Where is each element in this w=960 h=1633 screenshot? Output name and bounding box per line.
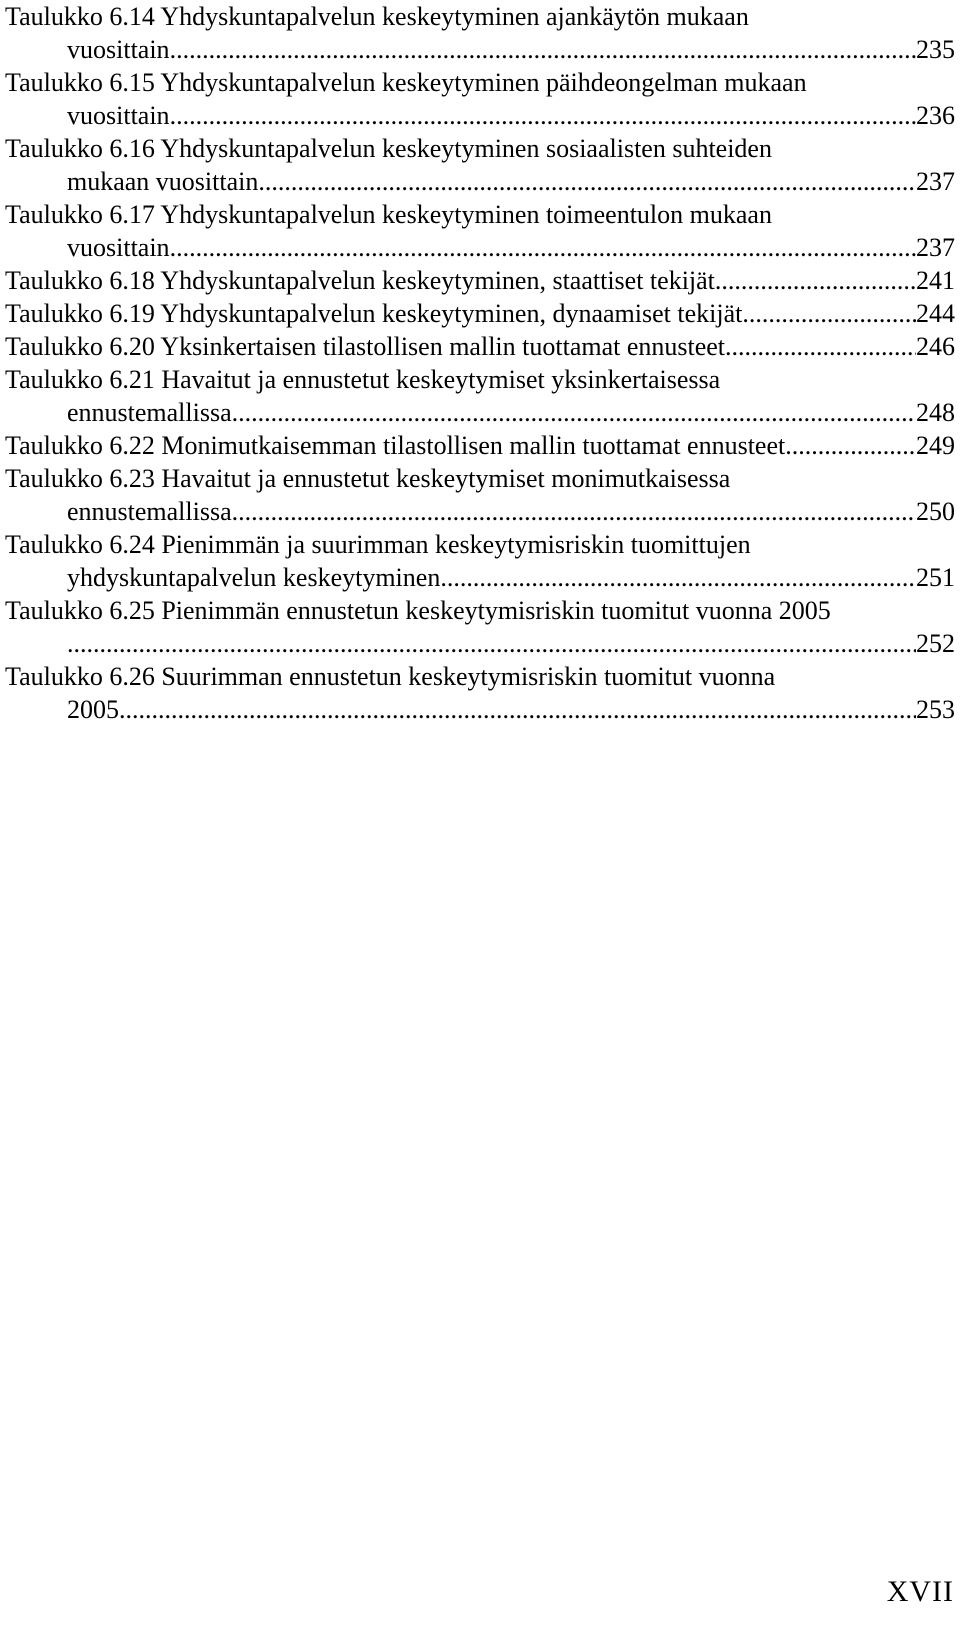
dot-leader <box>170 99 916 132</box>
toc-entry-6-22[interactable] <box>5 429 955 462</box>
toc-entry-title-continued: vuosittain <box>67 101 170 130</box>
toc-entry-6-15[interactable] <box>5 66 955 132</box>
toc-entry-title-continued: vuosittain <box>67 233 170 262</box>
dot-leader <box>258 165 916 198</box>
toc-entry-title: Taulukko 6.17 Yhdyskuntapalvelun keskeytyminen toimeentulon mukaan <box>5 200 772 229</box>
toc-page-number: 235 <box>916 35 955 64</box>
toc-entry-6-17[interactable] <box>5 198 955 264</box>
toc-entry-title-continued: yhdyskuntapalvelun keskeytyminen <box>67 563 441 592</box>
dot-leader <box>232 495 916 528</box>
dot-leader <box>119 693 916 726</box>
toc-entry-title-continued: mukaan vuosittain <box>67 167 259 196</box>
toc-entry-title-continued: vuosittain <box>67 35 170 64</box>
toc-page-number: 249 <box>916 431 955 460</box>
toc-page-number: 250 <box>916 497 955 526</box>
toc-entry-title: Taulukko 6.23 Havaitut ja ennustetut keskeytymiset monimutkaisessa <box>5 464 731 493</box>
toc-entry-6-18[interactable] <box>5 264 955 297</box>
toc-entry-title: Taulukko 6.20 Yksinkertaisen tilastollisen mallin tuottamat ennusteet <box>5 332 726 361</box>
toc-page-number: 237 <box>916 233 955 262</box>
toc-entry-title: Taulukko 6.21 Havaitut ja ennustetut keskeytymiset yksinkertaisessa <box>5 365 721 394</box>
toc-entry-6-16[interactable] <box>5 132 955 198</box>
toc-entry-title: Taulukko 6.18 Yhdyskuntapalvelun keskeytyminen, staattiset tekijät <box>5 266 715 295</box>
toc-entry-title: Taulukko 6.16 Yhdyskuntapalvelun keskeytyminen sosiaalisten suhteiden <box>5 134 772 163</box>
dot-leader <box>232 396 916 429</box>
toc-page-number: 236 <box>916 101 955 130</box>
toc-page-number: 244 <box>916 299 955 328</box>
toc-entry-title-continued: ennustemallissa <box>67 398 232 427</box>
toc-page-number: 241 <box>916 266 955 295</box>
table-of-contents <box>5 0 955 726</box>
toc-entry-6-20[interactable] <box>5 330 955 363</box>
toc-entry-6-24[interactable] <box>5 528 955 594</box>
toc-entry-6-26[interactable] <box>5 660 955 726</box>
dot-leader <box>67 627 916 660</box>
toc-entry-title: Taulukko 6.25 Pienimmän ennustetun keskeytymisriskin tuomitut vuonna 2005 <box>5 596 831 625</box>
toc-page-number: 237 <box>916 167 955 196</box>
toc-entry-6-19[interactable] <box>5 297 955 330</box>
toc-page-number: 246 <box>916 332 955 361</box>
toc-page-number: 253 <box>916 695 955 724</box>
toc-entry-6-23[interactable] <box>5 462 955 528</box>
toc-entry-title-continued: ennustemallissa <box>67 497 232 526</box>
toc-entry-title: Taulukko 6.26 Suurimman ennustetun keskeytymisriskin tuomitut vuonna <box>5 662 776 691</box>
toc-entry-title-continued: 2005 <box>67 695 119 724</box>
dot-leader <box>170 33 916 66</box>
toc-page-number: 251 <box>916 563 955 592</box>
dot-leader <box>785 429 916 462</box>
dot-leader <box>715 264 916 297</box>
toc-entry-6-25[interactable] <box>5 594 955 660</box>
dot-leader <box>725 330 916 363</box>
page-number: XVII <box>886 1575 954 1608</box>
toc-page-number: 252 <box>916 629 955 658</box>
dot-leader <box>742 297 916 330</box>
toc-entry-title: Taulukko 6.19 Yhdyskuntapalvelun keskeytyminen, dynaamiset tekijät <box>5 299 743 328</box>
toc-entry-title: Taulukko 6.22 Monimutkaisemman tilastollisen mallin tuottamat ennusteet <box>5 431 786 460</box>
toc-entry-6-14[interactable] <box>5 0 955 66</box>
toc-entry-6-21[interactable] <box>5 363 955 429</box>
toc-entry-title: Taulukko 6.15 Yhdyskuntapalvelun keskeytyminen päihdeongelman mukaan <box>5 68 807 97</box>
toc-entry-title: Taulukko 6.24 Pienimmän ja suurimman keskeytymisriskin tuomittujen <box>5 530 751 559</box>
toc-page-number: 248 <box>916 398 955 427</box>
dot-leader <box>170 231 916 264</box>
toc-entry-title: Taulukko 6.14 Yhdyskuntapalvelun keskeytyminen ajankäytön mukaan <box>5 2 749 31</box>
dot-leader <box>440 561 916 594</box>
